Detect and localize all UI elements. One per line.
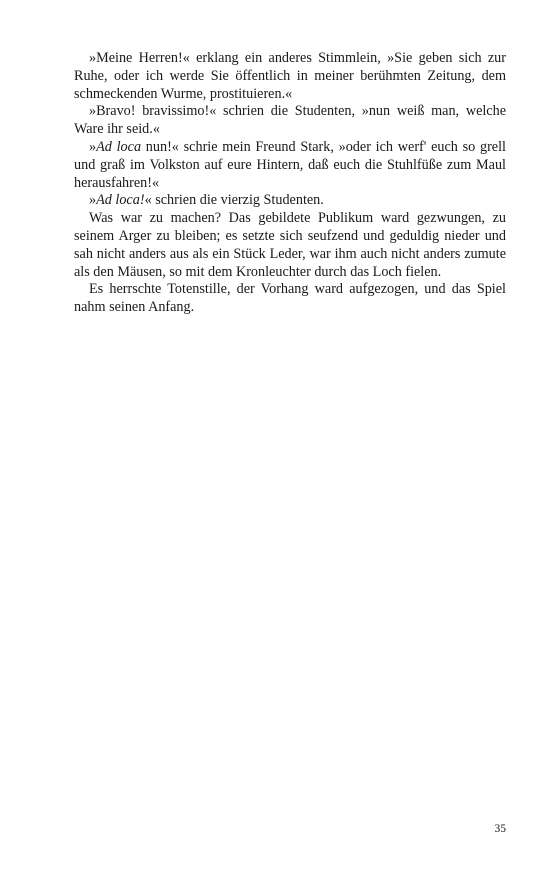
page-number: 35 <box>494 823 506 835</box>
text-run: nun!« schrie mein Freund Stark, »oder ich werf' euch so grell und graß im Volkston auf eure Hintern, daß euch die Stuhlfüße zum Maul herausfahren!« <box>74 138 506 191</box>
italic-text: Ad loca! <box>96 192 145 209</box>
paragraph <box>74 210 506 281</box>
text-run: Was war zu machen? Das gebildete Publikum ward gezwungen, zu seinem Arger zu bleiben; es setzte sich seufzend und geduldig nieder und sah nicht anders aus als ein Stück Leder, war ihm auch nicht anders zumute als den Mäusen, so mit dem Kronleuchter durch das Loch fielen. <box>74 210 506 280</box>
paragraph <box>74 192 506 210</box>
text-run: » <box>89 138 97 155</box>
body-text <box>74 50 506 317</box>
text-run: »Meine Herren!« erklang ein anderes Stimmlein, »Sie geben sich zur Ruhe, oder ich werde Sie öffentlich in meiner berühmten Zeitung, dem schmeckenden Wurme, prostituieren.« <box>74 50 506 102</box>
text-run: » <box>89 192 97 209</box>
text-run: »Bravo! bravissimo!« schrien die Studenten, »nun weiß man, welche Ware ihr seid.« <box>74 103 506 138</box>
text-run: « schrien die vierzig Studenten. <box>144 192 324 209</box>
italic-text: Ad loca <box>96 138 142 155</box>
text-run: Es herrschte Totenstille, der Vorhang ward aufgezogen, und das Spiel nahm seinen Anfang. <box>74 281 506 316</box>
paragraph <box>74 281 506 317</box>
paragraph <box>74 139 506 192</box>
paragraph <box>74 103 506 139</box>
paragraph <box>74 50 506 103</box>
